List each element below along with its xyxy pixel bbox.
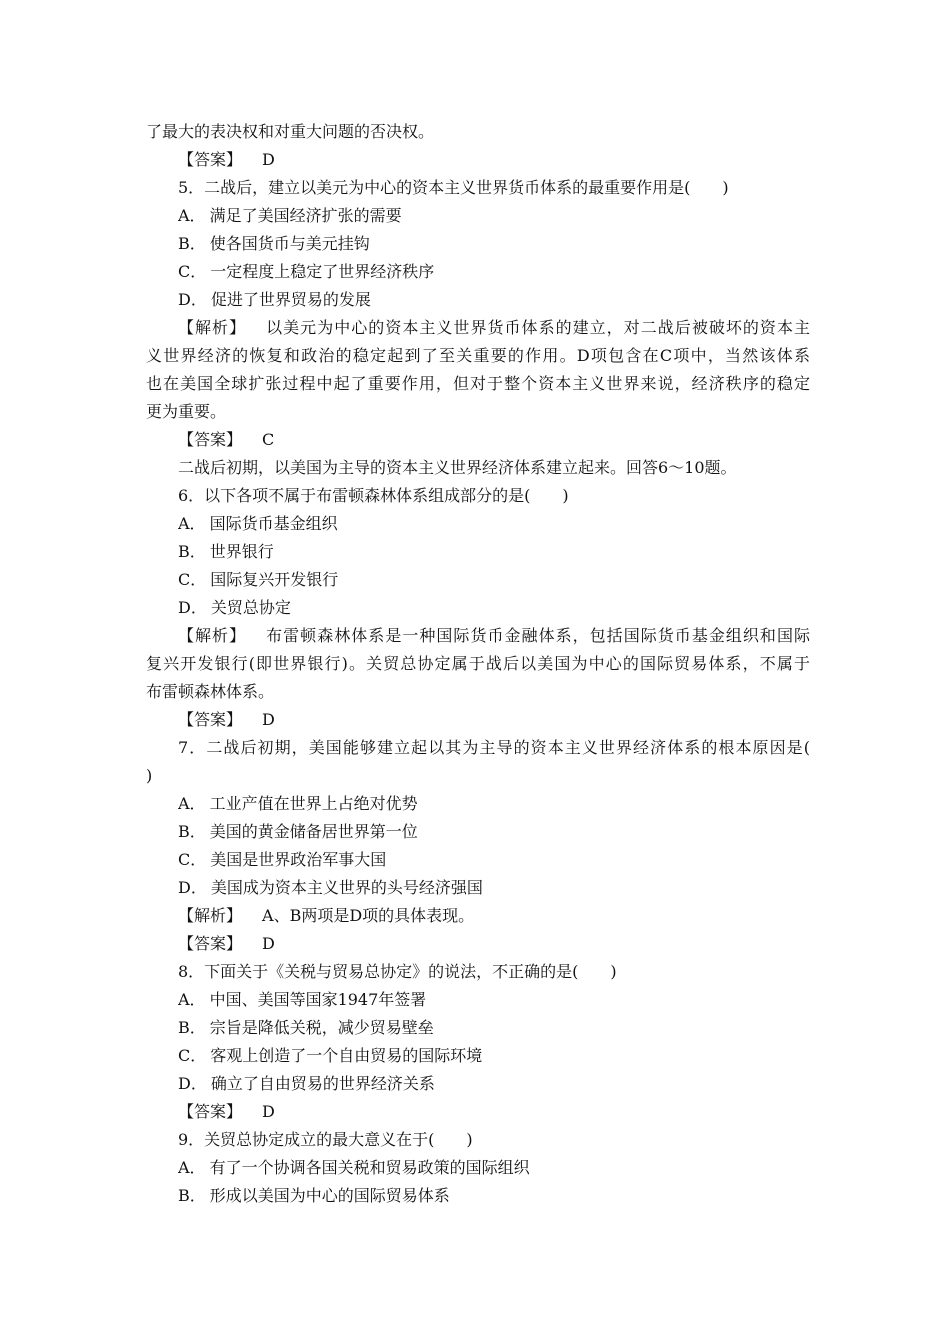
answer-label: 【答案】	[178, 934, 243, 953]
answer-label: 【答案】	[178, 430, 243, 449]
answer-line: 【答案】 D	[178, 1102, 275, 1121]
option-line: A． 工业产值在世界上占绝对优势	[178, 794, 418, 813]
text-line: 复兴开发银行(即世界银行)。关贸总协定属于战后以美国为中心的国际贸易体系，不属于	[146, 654, 810, 673]
text-line: 布雷顿森林体系。	[146, 682, 275, 701]
answer-label: 【答案】	[178, 1102, 243, 1121]
text-line: 义世界经济的恢复和政治的稳定起到了至关重要的作用。D项包含在C项中，当然该体系	[146, 346, 810, 365]
option-line: A． 中国、美国等国家1947年签署	[178, 990, 427, 1009]
text-line: 二战后初期，以美国为主导的资本主义世界经济体系建立起来。回答6～10题。	[178, 458, 737, 477]
option-line: C． 国际复兴开发银行	[178, 570, 339, 589]
text-line: 也在美国全球扩张过程中起了重要作用，但对于整个资本主义世界来说，经济秩序的稳定	[146, 374, 810, 393]
analysis-line: 【解析】 以美元为中心的资本主义世界货币体系的建立，对二战后被破坏的资本主	[178, 318, 810, 337]
answer-line: 【答案】 D	[178, 934, 275, 953]
option-line: C． 一定程度上稳定了世界经济秩序	[178, 262, 435, 281]
analysis-line: 【解析】 A、B两项是D项的具体表现。	[178, 906, 475, 925]
answer-label: 【答案】	[178, 710, 243, 729]
answer-line: 【答案】 D	[178, 710, 275, 729]
text-line: )	[146, 766, 153, 785]
analysis-line: 【解析】 布雷顿森林体系是一种国际货币金融体系，包括国际货币基金组织和国际	[178, 626, 810, 645]
analysis-label: 【解析】	[178, 626, 247, 645]
option-line: D． 确立了自由贸易的世界经济关系	[178, 1074, 435, 1093]
option-line: B． 世界银行	[178, 542, 274, 561]
option-line: D． 美国成为资本主义世界的头号经济强国	[178, 878, 483, 897]
question-6-stem: 6．以下各项不属于布雷顿森林体系组成部分的是( )	[178, 486, 569, 505]
answer-line: 【答案】 D	[178, 150, 275, 169]
option-line: A． 有了一个协调各国关税和贸易政策的国际组织	[178, 1158, 530, 1177]
option-line: D． 关贸总协定	[178, 598, 291, 617]
option-line: C． 美国是世界政治军事大国	[178, 850, 387, 869]
option-line: B． 形成以美国为中心的国际贸易体系	[178, 1186, 450, 1205]
question-7-stem: 7．二战后初期，美国能够建立起以其为主导的资本主义世界经济体系的根本原因是(	[178, 738, 810, 757]
option-line: A． 国际货币基金组织	[178, 514, 338, 533]
option-line: D． 促进了世界贸易的发展	[178, 290, 371, 309]
option-line: C． 客观上创造了一个自由贸易的国际环境	[178, 1046, 483, 1065]
question-5-stem: 5．二战后，建立以美元为中心的资本主义世界货币体系的最重要作用是( )	[178, 178, 729, 197]
question-8-stem: 8．下面关于《关税与贸易总协定》的说法，不正确的是( )	[178, 962, 617, 981]
text-line: 更为重要。	[146, 402, 227, 421]
option-line: A． 满足了美国经济扩张的需要	[178, 206, 402, 225]
option-line: B． 使各国货币与美元挂钩	[178, 234, 370, 253]
answer-label: 【答案】	[178, 150, 243, 169]
option-line: B． 美国的黄金储备居世界第一位	[178, 822, 418, 841]
analysis-label: 【解析】	[178, 906, 243, 925]
analysis-label: 【解析】	[178, 318, 247, 337]
answer-line: 【答案】 C	[178, 430, 275, 449]
option-line: B． 宗旨是降低关税，减少贸易壁垒	[178, 1018, 434, 1037]
question-9-stem: 9．关贸总协定成立的最大意义在于( )	[178, 1130, 473, 1149]
text-line: 了最大的表决权和对重大问题的否决权。	[146, 122, 435, 141]
